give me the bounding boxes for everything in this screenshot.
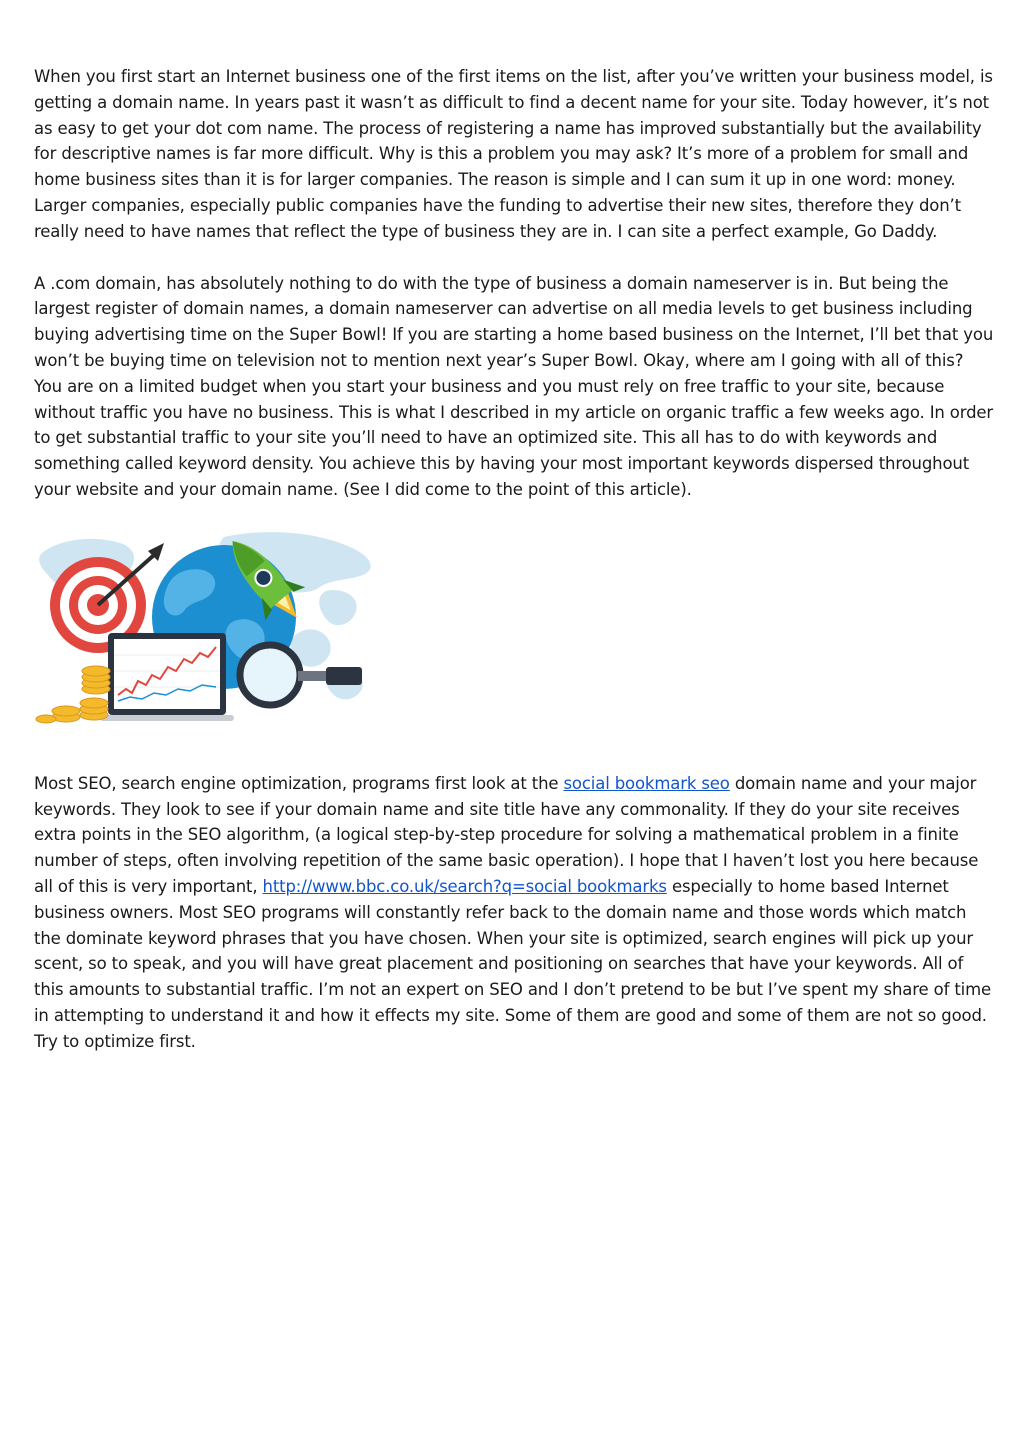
social-bookmark-seo-link[interactable]: social bookmark seo — [563, 773, 730, 793]
paragraph-domain: A .com domain, has absolutely nothing to do with the type of business a domain nameserver is in. But being the largest register of domain names, a domain nameserver can advertise on all media levels to get business including buying advertising time on the Super Bowl! If you are starting a home based business on the Internet, I’ll bet that you won’t be buying time on television not to mention next year’s Super Bowl. Okay, where am I going with all of this? You are on a limited budget when you start your business and you must rely on free traffic to your site, because without traffic you have no business. This is what I described in my article on organic traffic a few weeks ago. In order to get substantial traffic to your site you’ll need to have an optimized site. This all has to do with keywords and something called keyword density. You achieve this by having your most important keywords dispersed throughout your website and your domain name. (See I did come to the point of this article). — [34, 273, 994, 499]
paragraph-spacer — [34, 245, 994, 271]
illustration-area — [34, 503, 994, 771]
paragraph-seo-text-3: especially to home based Internet business owners. Most SEO programs will constantly refer back to the domain name and those words which match the dominate keyword phrases that you have chosen. When your site is optimized, search engines will pick up your scent, so to speak, and you will have great placement and positioning on searches that have your keywords. All of this amounts to substantial traffic. I’m not an expert on SEO and I don’t pretend to be but I’ve spent my share of time in attempting to understand it and how it effects my site. Some of them are good and some of them are not so good. Try to optimize first. — [34, 876, 991, 1051]
paragraph-intro: When you first start an Internet business one of the first items on the list, after you’ve written your business model, is getting a domain name. In years past it wasn’t as difficult to find a decent name for your site. Today however, it’s not as easy to get your dot com name. The process of registering a name has improved substantially but the availability for descriptive names is far more difficult. Why is this a problem you may ask? It’s more of a problem for small and home business sites than it is for larger companies. The reason is simple and I can sum it up in one word: money. Larger companies, especially public companies have the funding to advertise their new sites, therefore they don’t really need to have names that reflect the type of business they are in. I can site a perfect example, Go Daddy. — [34, 67, 993, 241]
paragraph-seo-text-2: domain name and your major keywords. They look to see if your domain name and site title have any commonality. If they do your site receives extra points in the SEO algorithm, (a logical step-by-step procedure for solving a mathematical problem in a finite number of steps, often involving repetition of the same basic operation). I hope that I haven’t lost you here because all of this is very important, — [34, 773, 979, 896]
bbc-search-link[interactable]: http://www.bbc.co.uk/search?q=social bookmarks — [262, 876, 667, 896]
seo-marketing-illustration-icon — [34, 525, 379, 725]
article — [34, 64, 994, 1055]
paragraph-seo — [34, 771, 994, 1055]
paragraph-seo-text-1: Most SEO, search engine optimization, programs first look at the — [34, 773, 564, 793]
